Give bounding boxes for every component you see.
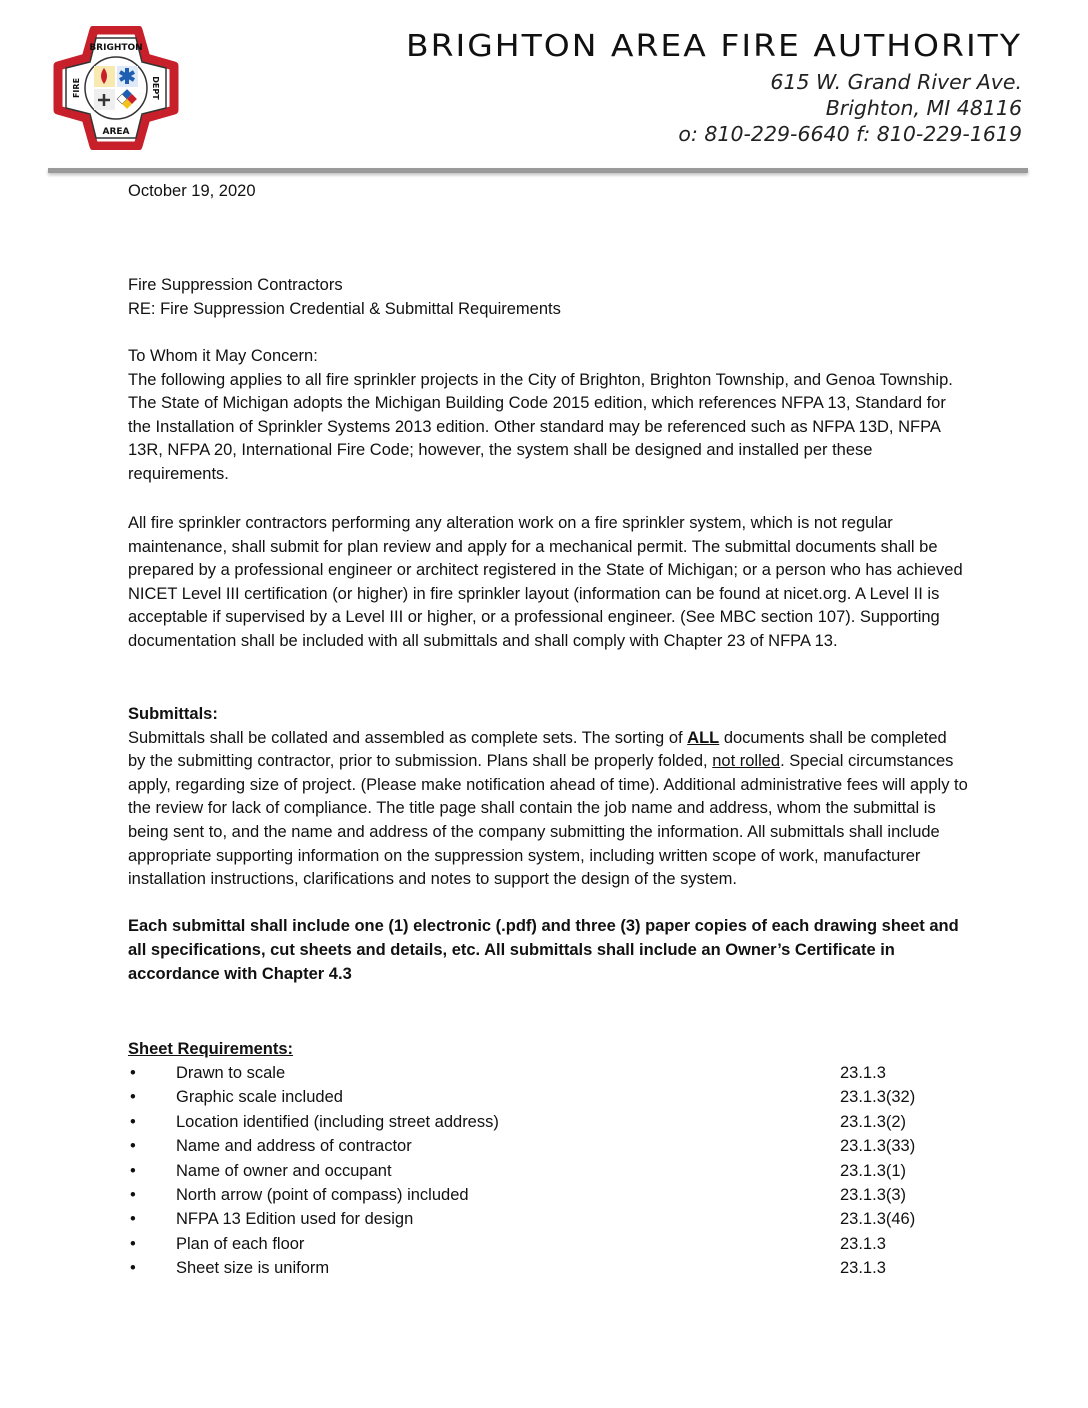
bullet-icon: • bbox=[130, 1259, 136, 1278]
requirement-text: NFPA 13 Edition used for design bbox=[176, 1210, 414, 1229]
logo-text-bottom: AREA bbox=[102, 127, 130, 137]
requirement-text: Plan of each floor bbox=[176, 1234, 305, 1253]
list-item bbox=[128, 1256, 928, 1280]
submittals-paragraph bbox=[128, 727, 968, 892]
requirement-code: 23.1.3(46) bbox=[840, 1210, 916, 1229]
list-item bbox=[128, 1159, 928, 1183]
logo-text-left: FIRE bbox=[72, 77, 81, 99]
sheet-requirements-list bbox=[128, 1061, 928, 1281]
bullet-icon: • bbox=[130, 1234, 136, 1253]
organization-name: BRIGHTON AREA FIRE AUTHORITY bbox=[405, 27, 1022, 64]
address-street: 615 W. Grand River Ave. bbox=[770, 70, 1022, 94]
submittals-heading: Submittals: bbox=[128, 705, 218, 723]
requirement-code: 23.1.3(32) bbox=[840, 1088, 916, 1107]
requirement-text: Name and address of contractor bbox=[176, 1137, 412, 1156]
address-phone: o: 810-229-6640 f: 810-229-1619 bbox=[678, 122, 1022, 146]
salutation: To Whom it May Concern: bbox=[128, 347, 318, 365]
bullet-icon: • bbox=[130, 1210, 136, 1229]
addressee-block bbox=[128, 274, 968, 321]
list-item bbox=[128, 1183, 928, 1207]
requirement-code: 23.1.3(3) bbox=[840, 1185, 907, 1204]
re-line: RE: Fire Suppression Credential & Submittal Requirements bbox=[128, 299, 561, 318]
paragraph-applicability: The following applies to all fire sprinkler projects in the City of Brighton, Brighton Township, and Genoa Township. The State of Michigan adopts the Michigan Building Code 2015 edition, which references NFPA 13, Standard for the Installation of Sprinkler Systems 2013 edition. Other standard may be referenced such as NFPA 13D, NFPA 13R, NFPA 20, International Fire Code; however, the system shall be designed and installed per these requirements. bbox=[128, 370, 953, 483]
bullet-icon: • bbox=[130, 1161, 136, 1180]
header-divider bbox=[48, 168, 1028, 173]
spacer bbox=[128, 892, 968, 916]
requirement-text: Sheet size is uniform bbox=[176, 1259, 330, 1278]
list-item bbox=[128, 1110, 928, 1134]
bullet-icon: • bbox=[130, 1064, 136, 1082]
requirement-text: Graphic scale included bbox=[176, 1088, 343, 1107]
requirement-code: 23.1.3(2) bbox=[840, 1112, 907, 1131]
paragraph-contractors bbox=[128, 512, 968, 654]
recipient-line: Fire Suppression Contractors bbox=[128, 276, 343, 294]
logo-text-right: DEPT bbox=[151, 76, 160, 100]
list-item bbox=[128, 1232, 928, 1256]
requirement-code: 23.1.3 bbox=[840, 1234, 886, 1253]
requirement-text: North arrow (point of compass) included bbox=[176, 1185, 469, 1204]
requirement-text: Drawn to scale bbox=[176, 1064, 286, 1082]
sheet-requirements-heading: Sheet Requirements: bbox=[128, 1040, 294, 1058]
submittals-section bbox=[128, 703, 968, 986]
bullet-icon: • bbox=[130, 1137, 136, 1156]
submittals-all-emphasis: ALL bbox=[687, 728, 720, 747]
list-item bbox=[128, 1085, 928, 1109]
requirement-text: Location identified (including street address) bbox=[176, 1112, 499, 1131]
submittals-not-rolled: not rolled bbox=[712, 752, 781, 771]
address-city: Brighton, MI 48116 bbox=[825, 96, 1022, 120]
bullet-icon: • bbox=[130, 1088, 136, 1107]
submittals-text-3: . Special circumstances apply, regarding size of project. (Please make notification ahead of time). Additional administrative fees will apply to the review for lack of compliance. The title page shall contain the job name and address, whom the submittal is being sent to, and the name and address of the company submitting the information. All submittals shall include appropriate supporting information on the suppression system, including written scope of work, manufacturer installation instructions, clarifications and notes to support the design of the system. bbox=[128, 752, 968, 889]
bold-notice: Each submittal shall include one (1) electronic (.pdf) and three (3) paper copies of each drawing sheet and all specifications, cut sheets and details, etc. All submittals shall include an Owner’s Certificate in accordance with Chapter 4.3 bbox=[128, 917, 959, 983]
bullet-icon: • bbox=[130, 1185, 136, 1204]
submittals-text-2: documents shall be completed by the submitting contractor, prior to submission. Plans shall be properly folded, bbox=[128, 728, 947, 771]
intro-block bbox=[128, 345, 968, 487]
logo-text-top: BRIGHTON bbox=[89, 43, 143, 53]
bullet-icon: • bbox=[130, 1112, 136, 1131]
requirement-code: 23.1.3 bbox=[840, 1259, 886, 1278]
list-item bbox=[128, 1134, 928, 1158]
paragraph-contractors-text: All fire sprinkler contractors performing any alteration work on a fire sprinkler system, which is not regular maintenance, shall submit for plan review and apply for a mechanical permit. The submittal documents shall be prepared by a professional engineer or architect registered in the State of Michigan; or a person who has achieved NICET Level III certification (or higher) in fire sprinkler layout (information can be found at nicet.org. A Level II is acceptable if supervised by a Level III or higher, or a professional engineer. (See MBC section 107). Supporting documentation shall be included with all submittals and shall comply with Chapter 23 of NFPA 13. bbox=[128, 514, 963, 650]
letter-date: October 19, 2020 bbox=[128, 182, 256, 200]
requirement-code: 23.1.3(1) bbox=[840, 1161, 907, 1180]
requirement-text: Name of owner and occupant bbox=[176, 1161, 392, 1180]
requirement-code: 23.1.3(33) bbox=[840, 1137, 916, 1156]
fire-authority-logo bbox=[44, 26, 188, 150]
submittals-text-1: Submittals shall be collated and assembled as complete sets. The sorting of bbox=[128, 728, 688, 747]
list-item bbox=[128, 1207, 928, 1231]
requirement-code: 23.1.3 bbox=[840, 1064, 886, 1082]
list-item bbox=[128, 1061, 928, 1085]
